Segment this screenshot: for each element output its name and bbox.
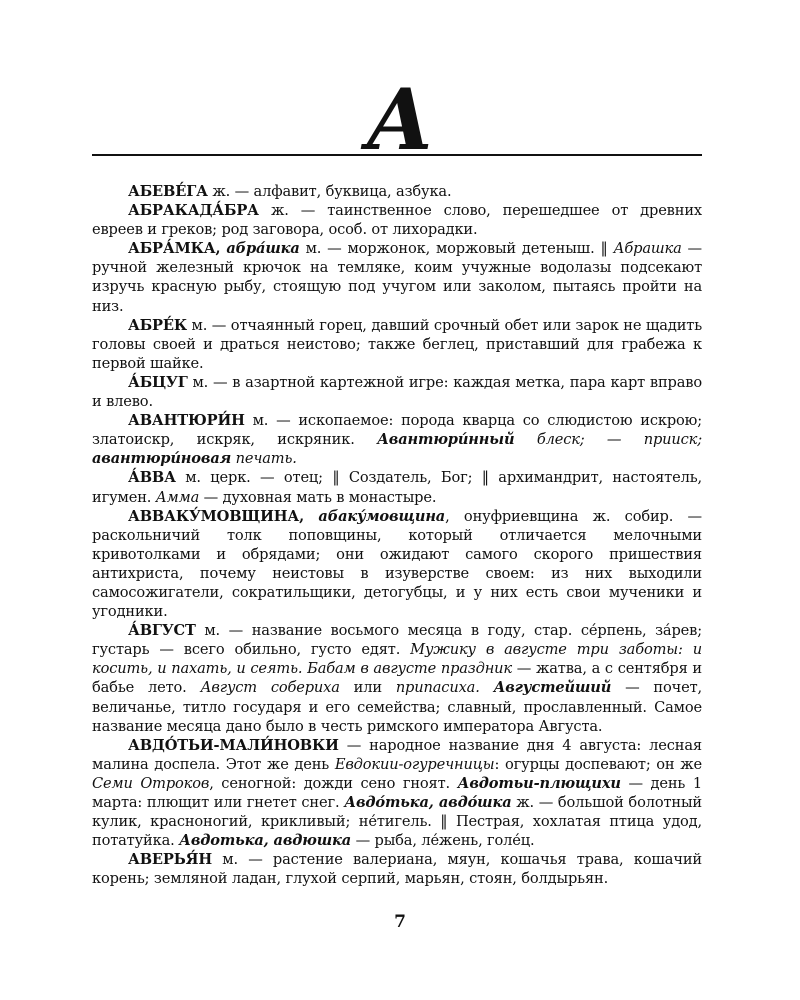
- definition-text: — духовная мать в монастыре.: [199, 488, 437, 506]
- definition-text: — почет, величанье, титло государя и его семейства; славный, прославленный. Самое название месяца дано было в честь римского императора Августа.: [92, 679, 702, 735]
- definition-text: [304, 508, 318, 525]
- headword: А́БЦУГ: [128, 373, 188, 391]
- definition-text: м. — ископаемое: порода кварца со слюдистою искрою; златоискр, искряк, искряник.: [92, 412, 702, 449]
- dictionary-entry: [92, 850, 702, 888]
- headword: АБРЕ́К: [128, 316, 187, 334]
- italic-text: Август собериха: [200, 679, 340, 697]
- italic-text: Абрашка: [613, 240, 682, 258]
- derived-headword: абаку́мовщина: [318, 507, 446, 525]
- definition-text: — жатва, а с сентября и бабье лето.: [92, 660, 702, 697]
- dictionary-entry: [92, 468, 702, 506]
- definition-text: или: [339, 679, 396, 697]
- definition-text: — рыба, ле́жень, голе́ц.: [351, 832, 535, 850]
- derived-headword: Авдотька, авдюшка: [179, 832, 352, 850]
- definition-text: м. — в азартной картежной игре: каждая метка, пара карт вправо и влево.: [92, 373, 702, 411]
- headword: АВДО́ТЬИ-МАЛИ́НОВКИ: [128, 736, 339, 754]
- headword: АВВАКУ́МОВЩИНА,: [128, 507, 305, 525]
- dictionary-entry: [92, 201, 702, 239]
- definition-text: , сеногной: дожди сено гноят.: [209, 774, 458, 792]
- headword: АБЕВЕ́ГА: [128, 183, 208, 200]
- derived-headword: Авантюри́нный: [377, 431, 515, 449]
- dictionary-entry: [92, 736, 702, 851]
- definition-text: м. — моржонок, моржовый детеныш. ‖: [299, 240, 614, 258]
- definition-text: м. — растение валериана, мяун, кошачья трава, кошачий корень; земляной ладан, глухой серпий, марьян, стоян, болдырьян.: [92, 851, 702, 888]
- definition-text: — день 1 марта: плющит или гнетет снег.: [92, 774, 702, 811]
- headword: АВЕРЬЯ́Н: [128, 851, 212, 869]
- italic-text: Евдокии-огуречницы: [334, 755, 495, 773]
- definition-text: ж. — таинственное слово, перешедшее от древних евреев и греков; род заговора, особ. от лихорадки.: [92, 202, 702, 239]
- headword: А́ВВА: [128, 469, 176, 487]
- dictionary-entries: [92, 182, 702, 888]
- italic-text: блеск; — прииск;: [536, 431, 702, 449]
- definition-text: [480, 679, 494, 696]
- derived-headword: Авдотьи-плющихи: [457, 774, 621, 792]
- headword: АБРА́МКА,: [128, 240, 221, 258]
- italic-text: печать.: [235, 450, 297, 468]
- headword: АВАНТЮРИ́Н: [128, 412, 245, 430]
- italic-text: припасиха.: [395, 679, 480, 697]
- dictionary-entry: [92, 411, 702, 468]
- derived-headword: Авдо́тька, авдо́шка: [344, 794, 512, 811]
- definition-text: — ручной железный крючок на темляке, коим учужные водолазы подсекают изручь красную рыбу, стоящую под учугом или заколом, пытаясь пройти на низ.: [92, 240, 702, 315]
- definition-text: м. церк. — отец; ‖ Создатель, Бог; ‖ архимандрит, настоятель, игумен.: [92, 469, 702, 506]
- definition-text: м. — отчаянный горец, давший срочный обет или зарок не щадить головы своей и драться неистово; также беглец, приставший для грабежа к первой шайке.: [92, 316, 702, 372]
- definition-text: — народное название дня 4 августа: лесная малина доспела. Этот же день: [92, 736, 702, 773]
- definition-text: , онуфриевщина ж. собир. — раскольничий толк поповщины, который отличается мелочными кривотолками и обрядами; они ожидают самого скорого пришествия антихриста, почему неистовы в изуверстве своем: из них выходили самосожигатели, сократильщики, детогубцы, и у них есть свои мученики и угодники.: [92, 507, 702, 621]
- dictionary-entry: [92, 182, 702, 201]
- dictionary-entry: [92, 621, 702, 736]
- definition-text: м. — название восьмого месяца в году, стар. се́рпень, за́рев; густарь — всего обильно, густо едят.: [92, 622, 702, 659]
- italic-text: Амма: [155, 488, 200, 506]
- definition-text: ж. — алфавит, буквица, азбука.: [207, 183, 452, 200]
- derived-headword: абра́шка: [226, 240, 300, 258]
- definition-text: : огурцы доспевают; он же: [494, 755, 702, 773]
- definition-text: ж. — большой болотный кулик, красноногий, крикливый; не́тигель. ‖ Пестрая, хохлатая птица удод, потатуйка.: [92, 794, 703, 850]
- derived-headword: Августейший: [493, 679, 612, 697]
- italic-text: Мужику в августе три заботы: и косить, и пахать, и сеять. Бабам в августе праздник: [92, 641, 702, 678]
- italic-text: Семи Отроков: [92, 774, 210, 792]
- header-rule: [92, 154, 702, 156]
- section-letter: А: [365, 70, 435, 169]
- dictionary-entry: [92, 507, 702, 622]
- derived-headword: авантюри́новая: [92, 450, 232, 468]
- headword: АБРАКАДА́БРА: [128, 202, 259, 220]
- headword: А́ВГУСТ: [128, 622, 196, 640]
- definition-text: [514, 431, 536, 448]
- dictionary-entry: [92, 373, 702, 411]
- page-number: 7: [394, 912, 406, 932]
- dictionary-entry: [92, 239, 702, 315]
- dictionary-entry: [92, 316, 702, 373]
